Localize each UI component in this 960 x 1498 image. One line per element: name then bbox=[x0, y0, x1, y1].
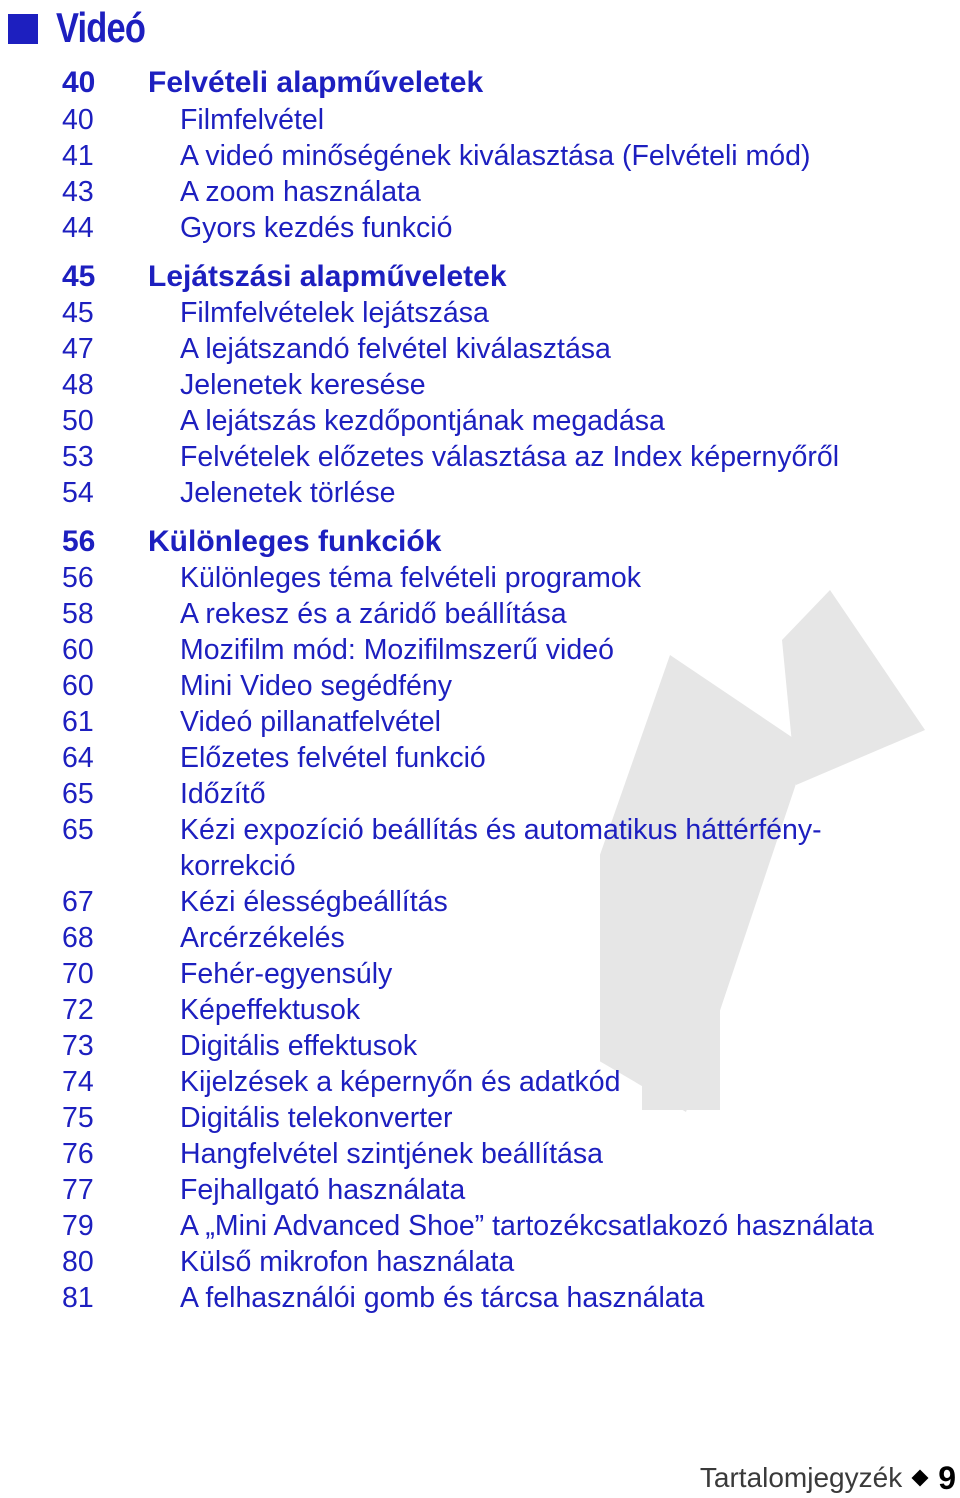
toc-item[interactable] bbox=[0, 884, 960, 920]
toc-item-label: A felhasználói gomb és tárcsa használata bbox=[180, 1282, 705, 1314]
toc-page-number: 68 bbox=[62, 922, 94, 954]
toc-page-number: 61 bbox=[62, 706, 94, 738]
toc-item[interactable] bbox=[0, 1100, 960, 1136]
toc-page-number: 45 bbox=[62, 297, 94, 329]
toc-page-number: 67 bbox=[62, 886, 94, 918]
toc-item[interactable] bbox=[0, 1136, 960, 1172]
toc-page-number: 40 bbox=[62, 66, 96, 99]
toc-page-number: 80 bbox=[62, 1246, 94, 1278]
toc-item-label: Filmfelvételek lejátszása bbox=[180, 297, 489, 329]
toc-item[interactable] bbox=[0, 138, 960, 174]
toc-page-number: 77 bbox=[62, 1174, 94, 1206]
toc-section-title: Lejátszási alapműveletek bbox=[148, 260, 507, 293]
toc-page-number: 54 bbox=[62, 477, 94, 509]
toc-item[interactable] bbox=[0, 475, 960, 511]
toc-item-label: Fehér-egyensúly bbox=[180, 958, 393, 990]
toc-page-number: 50 bbox=[62, 405, 94, 437]
toc-item[interactable] bbox=[0, 704, 960, 740]
toc-page-number: 48 bbox=[62, 369, 94, 401]
toc-page-number: 43 bbox=[62, 176, 94, 208]
toc-page-number: 40 bbox=[62, 104, 94, 136]
toc-item[interactable] bbox=[0, 367, 960, 403]
toc-page-number: 65 bbox=[62, 778, 94, 810]
toc-item-label: A videó minőségének kiválasztása (Felvételi mód) bbox=[180, 140, 811, 172]
page-title: Videó bbox=[56, 4, 146, 51]
toc-item-label: Gyors kezdés funkció bbox=[180, 212, 453, 244]
toc-item[interactable] bbox=[0, 1064, 960, 1100]
toc-page-number: 47 bbox=[62, 333, 94, 365]
toc-item-label: Videó pillanatfelvétel bbox=[180, 706, 441, 738]
toc-item-label: A zoom használata bbox=[180, 176, 421, 208]
toc-item[interactable] bbox=[0, 1028, 960, 1064]
toc-section-title: Különleges funkciók bbox=[148, 525, 442, 558]
toc-item-label: Arcérzékelés bbox=[180, 922, 345, 954]
toc-item-label: A lejátszás kezdőpontjának megadása bbox=[180, 405, 665, 437]
toc-page-number: 44 bbox=[62, 212, 94, 244]
toc-page-number: 41 bbox=[62, 140, 94, 172]
toc-item[interactable] bbox=[0, 1172, 960, 1208]
toc-page-number: 72 bbox=[62, 994, 94, 1026]
diamond-icon bbox=[912, 1470, 929, 1487]
toc-item[interactable] bbox=[0, 331, 960, 367]
toc-section-title: Felvételi alapműveletek bbox=[148, 66, 484, 99]
toc-item-label: Időzítő bbox=[180, 778, 266, 810]
toc-item[interactable] bbox=[0, 560, 960, 596]
toc-item-label: Kijelzések a képernyőn és adatkód bbox=[180, 1066, 621, 1098]
toc-item-label: Mozifilm mód: Mozifilmszerű videó bbox=[180, 634, 614, 666]
toc-item[interactable] bbox=[0, 295, 960, 331]
toc-section-kulonleges[interactable] bbox=[0, 524, 960, 560]
toc-item-label: Jelenetek törlése bbox=[180, 477, 396, 509]
toc-page-number: 60 bbox=[62, 670, 94, 702]
toc-item-label: Mini Video segédfény bbox=[180, 670, 452, 702]
toc-item-label: Különleges téma felvételi programok bbox=[180, 562, 641, 594]
toc-item[interactable] bbox=[0, 439, 960, 475]
toc-item[interactable] bbox=[0, 403, 960, 439]
toc-item[interactable] bbox=[0, 174, 960, 210]
toc-section-lejatszasi[interactable] bbox=[0, 259, 960, 295]
toc-item[interactable] bbox=[0, 812, 960, 848]
toc-page-number: 73 bbox=[62, 1030, 94, 1062]
toc-item-label: A „Mini Advanced Shoe” tartozékcsatlakozó használata bbox=[180, 1210, 874, 1242]
toc-page-number: 76 bbox=[62, 1138, 94, 1170]
toc-item-label: A lejátszandó felvétel kiválasztása bbox=[180, 333, 611, 365]
toc-item-label: Kézi expozíció beállítás és automatikus háttérfény- bbox=[180, 814, 822, 846]
page-number: 9 bbox=[938, 1459, 956, 1496]
square-bullet-icon bbox=[8, 14, 38, 44]
toc-page-number: 81 bbox=[62, 1282, 94, 1314]
toc-page-number: 60 bbox=[62, 634, 94, 666]
toc-item[interactable] bbox=[0, 740, 960, 776]
footer-label[interactable]: Tartalomjegyzék bbox=[699, 1462, 903, 1493]
toc-item[interactable] bbox=[0, 1280, 960, 1316]
toc-page-number: 70 bbox=[62, 958, 94, 990]
toc-item[interactable] bbox=[0, 596, 960, 632]
toc-item-label-continuation[interactable]: korrekció bbox=[180, 850, 296, 882]
toc-page-number: 74 bbox=[62, 1066, 94, 1098]
toc-item-label: Digitális effektusok bbox=[180, 1030, 418, 1062]
toc-item[interactable] bbox=[0, 210, 960, 246]
toc-item-label: Kézi élességbeállítás bbox=[180, 886, 448, 918]
toc-item-label: A rekesz és a záridő beállítása bbox=[180, 598, 567, 630]
toc-item-label: Digitális telekonverter bbox=[180, 1102, 453, 1134]
toc-item-label: Jelenetek keresése bbox=[180, 369, 426, 401]
section-header bbox=[8, 4, 165, 52]
toc-item-label: Külső mikrofon használata bbox=[180, 1246, 515, 1278]
toc-page-number: 56 bbox=[62, 525, 96, 558]
toc-page-number: 58 bbox=[62, 598, 94, 630]
toc-page-number: 53 bbox=[62, 441, 94, 473]
toc-item[interactable] bbox=[0, 956, 960, 992]
toc-page-number: 65 bbox=[62, 814, 94, 846]
toc-item-label: Felvételek előzetes választása az Index képernyőről bbox=[180, 441, 840, 473]
toc-item-label: Képeffektusok bbox=[180, 994, 361, 1026]
toc-page-number: 64 bbox=[62, 742, 94, 774]
toc-page-number: 75 bbox=[62, 1102, 94, 1134]
toc-item[interactable] bbox=[0, 776, 960, 812]
toc-item-label: Hangfelvétel szintjének beállítása bbox=[180, 1138, 604, 1170]
toc-item[interactable] bbox=[0, 668, 960, 704]
toc-item[interactable] bbox=[0, 632, 960, 668]
toc-page-number: 56 bbox=[62, 562, 94, 594]
toc-item[interactable] bbox=[0, 992, 960, 1028]
toc-page-number: 45 bbox=[62, 260, 96, 293]
toc-item[interactable] bbox=[0, 1244, 960, 1280]
toc-item-label: Fejhallgató használata bbox=[180, 1174, 466, 1206]
page-footer bbox=[700, 1458, 956, 1498]
toc-item-label: Előzetes felvétel funkció bbox=[180, 742, 486, 774]
toc-item-label: Filmfelvétel bbox=[180, 104, 325, 136]
toc-page-number: 79 bbox=[62, 1210, 94, 1242]
toc-item[interactable] bbox=[0, 920, 960, 956]
toc-item[interactable] bbox=[0, 1208, 960, 1244]
toc-section-felveteli[interactable] bbox=[0, 65, 960, 101]
toc-item[interactable] bbox=[0, 102, 960, 138]
